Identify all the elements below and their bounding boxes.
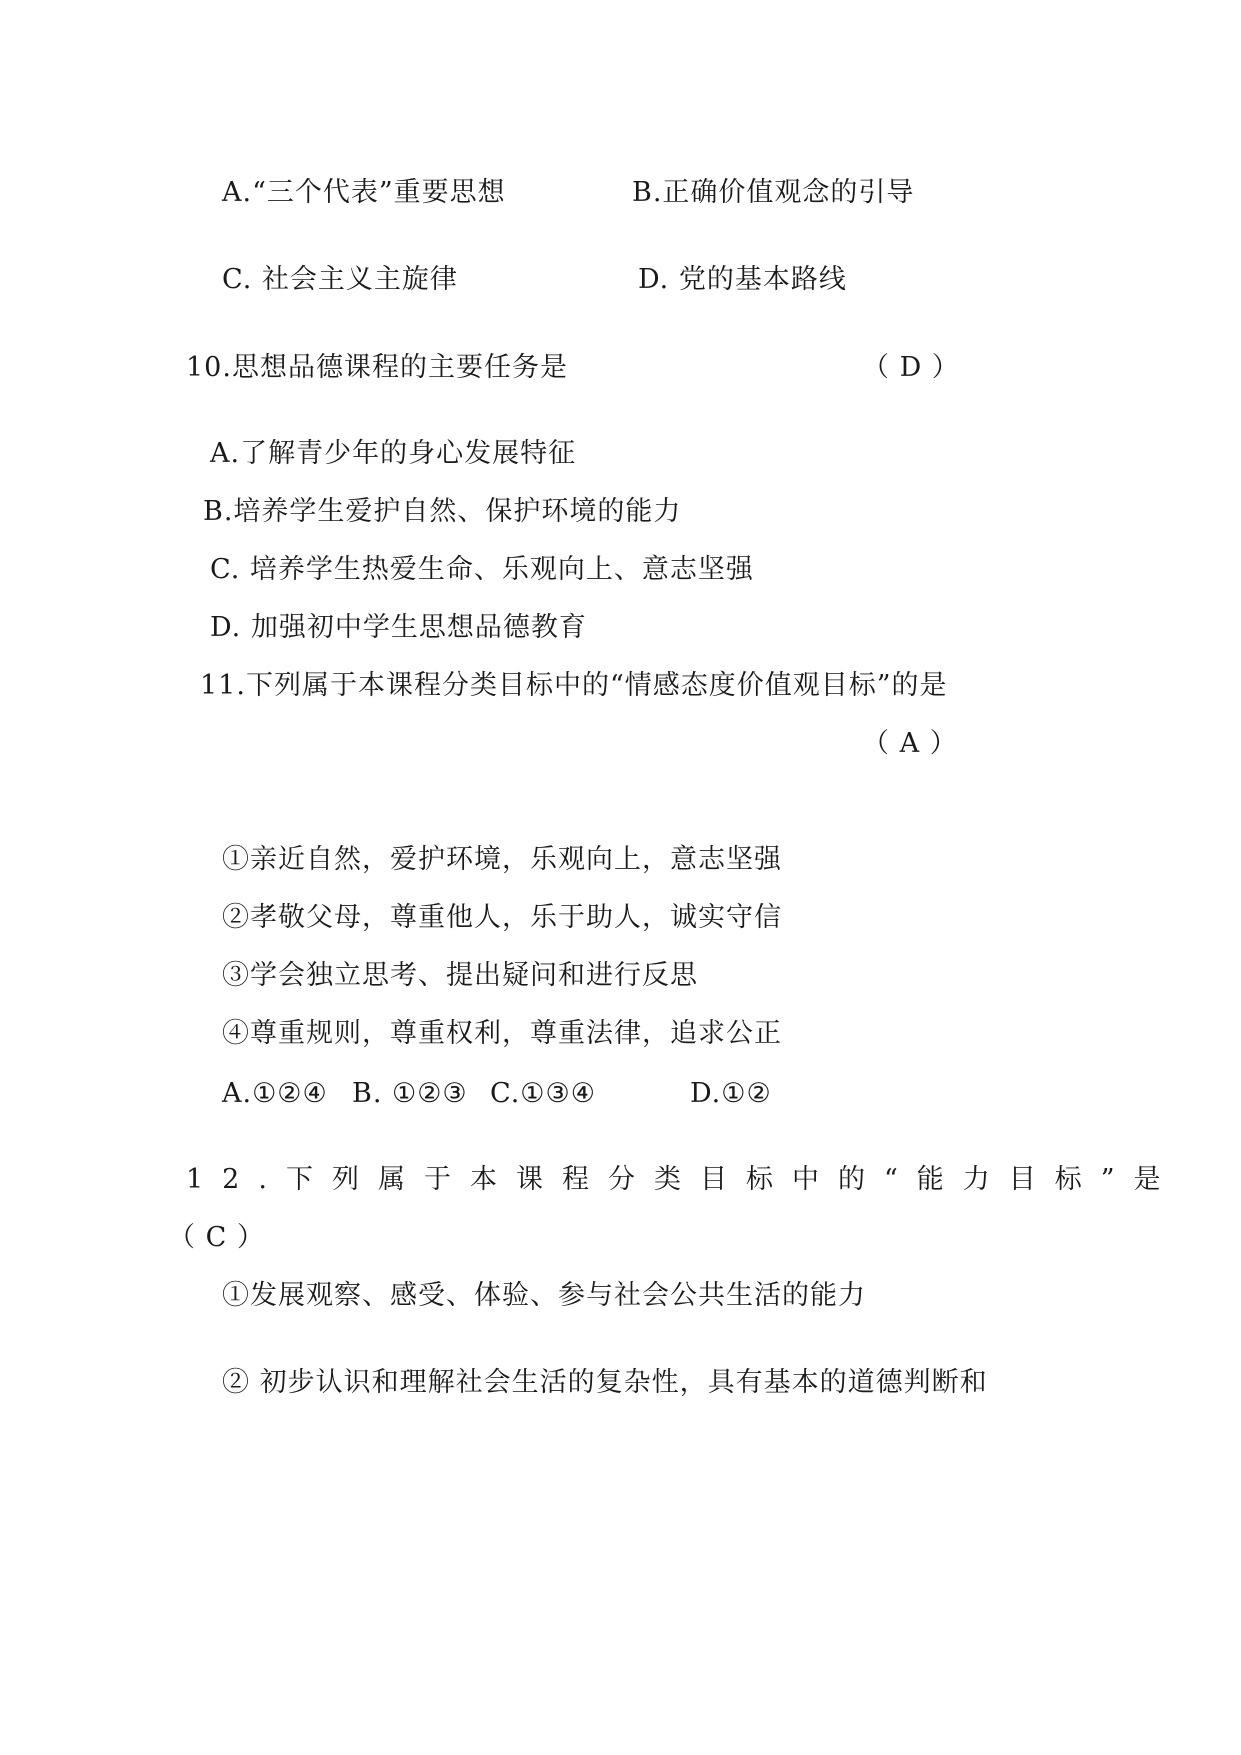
q11-item-1: ①亲近自然，爱护环境，乐观向上，意志坚强: [222, 844, 782, 875]
q11-option-b: B. ①②③: [352, 1078, 468, 1109]
q12-item-2: ② 初步认识和理解社会生活的复杂性，具有基本的道德判断和: [222, 1367, 988, 1398]
q11-item-3: ③学会独立思考、提出疑问和进行反思: [222, 960, 698, 991]
q11-stem: 11.下列属于本课程分类目标中的“情感态度价值观目标”的是: [200, 670, 948, 701]
q10-option-a: A.了解青少年的身心发展特征: [210, 438, 577, 469]
q11-option-a: A.①②④: [222, 1078, 328, 1109]
q12-answer: （ C ）: [168, 1222, 265, 1253]
q12-item-1: ①发展观察、感受、体验、参与社会公共生活的能力: [222, 1280, 866, 1311]
q10-stem: 10.思想品德课程的主要任务是: [186, 352, 568, 383]
q11-option-d: D.①②: [690, 1078, 772, 1109]
q11-item-4: ④尊重规则，尊重权利，尊重法律，追求公正: [222, 1018, 782, 1049]
q9-option-c: C. 社会主义主旋律: [222, 264, 458, 295]
q10-option-b: B.培养学生爱护自然、保护环境的能力: [203, 496, 682, 527]
q10-option-c: C. 培养学生热爱生命、乐观向上、意志坚强: [210, 554, 754, 585]
q12-stem: 12.下列属于本课程分类目标中的“能力目标”是: [186, 1164, 1180, 1195]
q9-option-b: B.正确价值观念的引导: [632, 177, 915, 208]
q9-option-d: D. 党的基本路线: [638, 264, 847, 295]
q10-option-d: D. 加强初中学生思想品德教育: [210, 612, 587, 643]
q10-answer: （ D ）: [862, 352, 960, 383]
q11-option-c: C.①③④: [490, 1078, 596, 1109]
q9-option-a: A.“三个代表”重要思想: [222, 177, 506, 208]
q11-answer: （ A ）: [862, 728, 958, 759]
q11-item-2: ②孝敬父母，尊重他人，乐于助人，诚实守信: [222, 902, 782, 933]
